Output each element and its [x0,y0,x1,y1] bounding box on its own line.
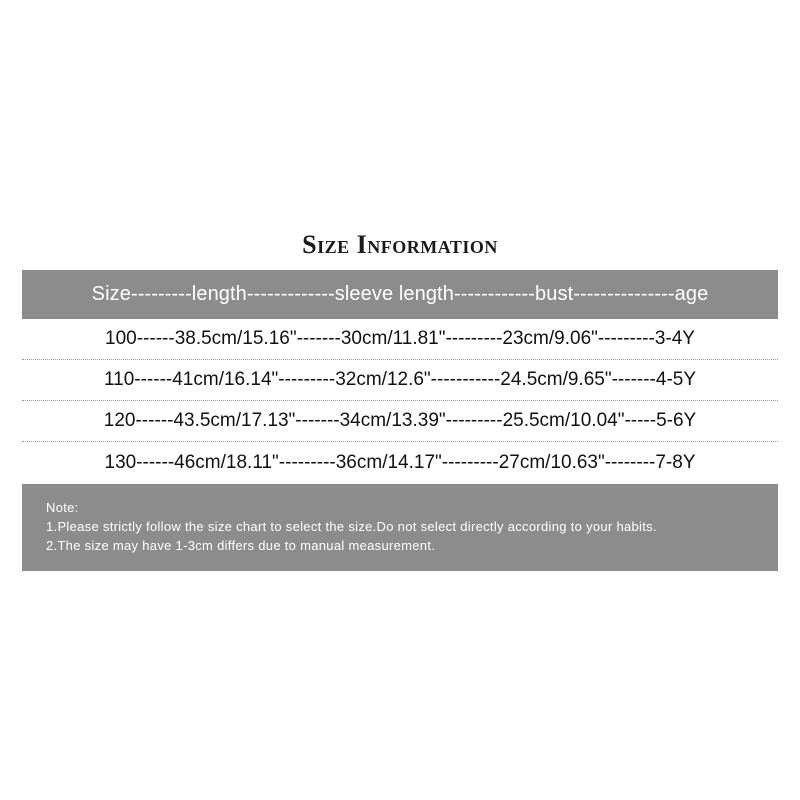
table-row: 120------43.5cm/17.13"-------34cm/13.39"---------25.5cm/10.04"-----5-6Y [22,401,778,442]
note-box [22,484,778,571]
page-title: Size Information [302,230,498,259]
note-line: 2.The size may have 1-3cm differs due to manual measurement. [46,538,436,553]
note-heading: Note: [46,500,79,515]
table-row: 110------41cm/16.14"---------32cm/12.6"-----------24.5cm/9.65"-------4-5Y [22,360,778,401]
size-table [22,270,778,480]
table-header: Size---------length-------------sleeve length------------bust---------------age [22,270,778,319]
table-row: 100------38.5cm/15.16"-------30cm/11.81"---------23cm/9.06"---------3-4Y [22,319,778,360]
table-row: 130------46cm/18.11"---------36cm/14.17"---------27cm/10.63"--------7-8Y [104,452,696,473]
note-line: 1.Please strictly follow the size chart to select the size.Do not select directly according to your habits. [46,519,657,534]
